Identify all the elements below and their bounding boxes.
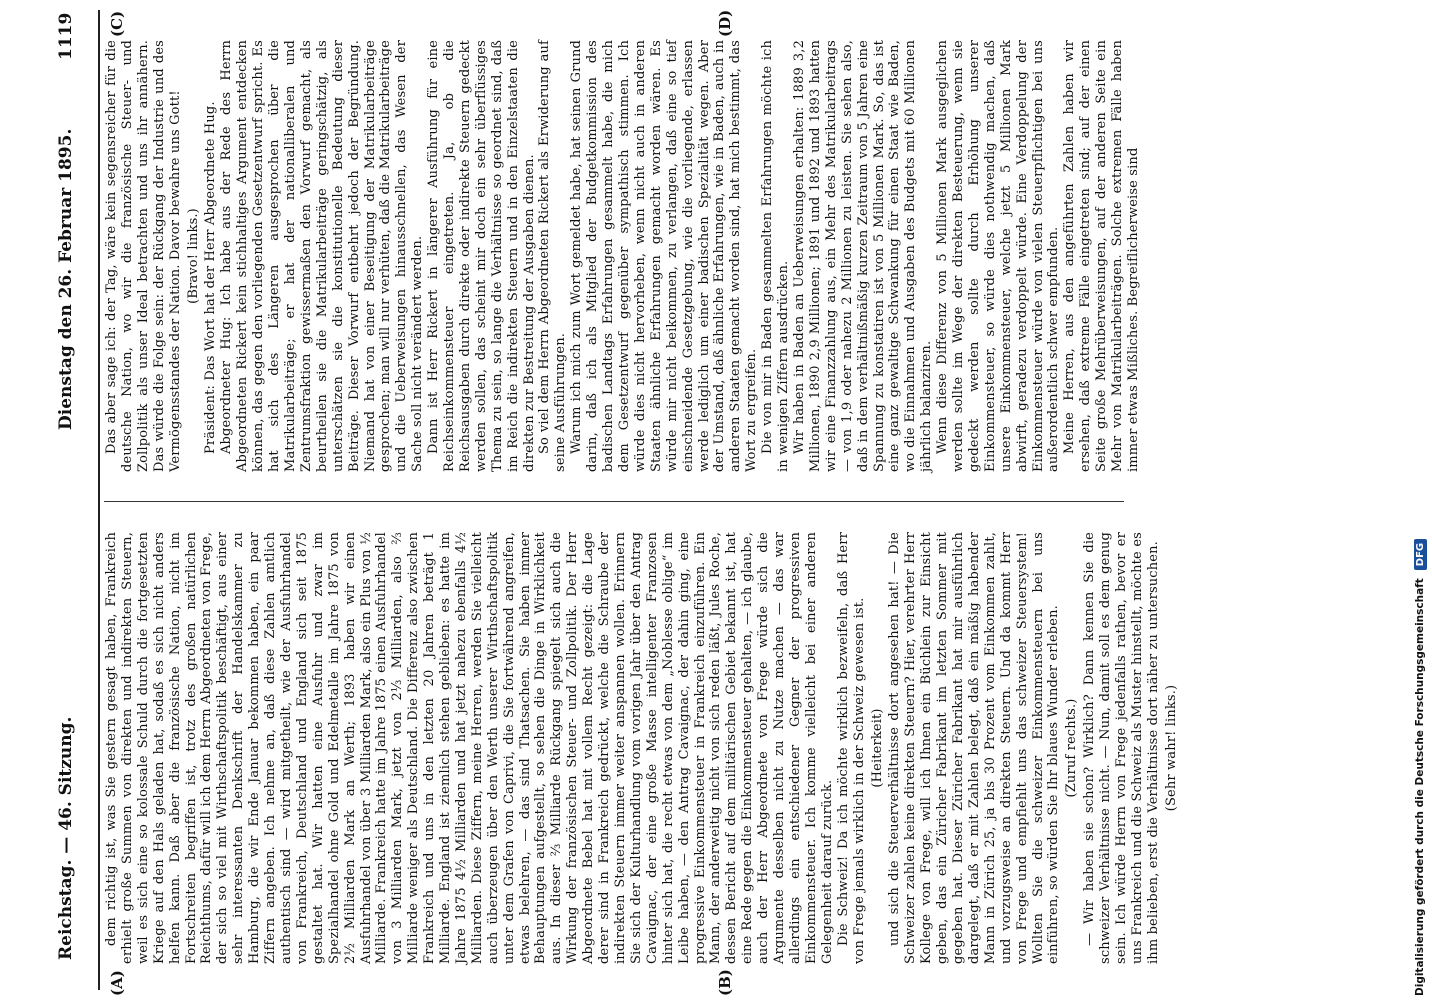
left-text-column <box>104 532 1179 964</box>
header-rule <box>98 10 100 990</box>
page-header <box>56 10 86 990</box>
paragraph: und sich die Steuerverhältnisse dort angesehen hat! — Die Schweizer zahlen keine direkten Steuern? Hier, verehrter Herr Kollege von Frege, will ich Ihnen ein Büchlein zur Einsicht geben, das ein Züricher Fabrikant im letzten Sommer mit gegeben hat. Dieser Züricher Fabrikant hat mir ausführlich dargelegt, daß er mit Zahlen belegt, daß ein mäßig habender Mann in Zürich 25, ja bis 30 Prozent vom Einkommen zahlt, und vorzugsweise an direkten Steuern. Und da kommt Herr von Frege und empfiehlt uns das schweizer Steuersystem! Wollten Sie die schweizer Einkommensteuern bei uns einführen, so würden Sie Ihr blaues Wunder erleben. <box>887 532 1062 964</box>
column-divider <box>104 501 1124 502</box>
paragraph: Die Schweiz! Da ich möchte wirklich bezweifeln, daß Herr von Frege jemals wirklich in der Schweiz gewesen ist. <box>835 532 867 964</box>
paragraph: Dann ist Herr Rickert in längerer Ausführung für eine Reichseinkommensteuer eingetreten. Ja, ob die Reichsausgaben durch direkte oder indirekte Steuern gedeckt werden sollen, das scheint mir doch ein sehr überflüssiges Thema zu sein, so lange die Verhältnisse so geordnet sind, daß im Reich die indirekten Steuern und in den Einzelstaaten die direkten zur Bestreitung der Ausgaben dienen. <box>426 40 537 472</box>
paragraph: dem richtig ist, was Sie gestern gesagt haben, Frankreich erhielt große Summen von direkten und indirekten Steuern, weil es sich eine so kolossale Schuld durch die fortgesetzten Kriege auf den Hals geladen hat, sodaß es sich nicht anders helfen kann. Daß aber die französische Nation, nicht im Fortschreiten begriffen ist, trotz des großen natürlichen Reichthums, dafür will ich dem Herrn Abgeordneten von Frege, der sich so viel mit Wirthschaftspolitik beschäftigt, aus einer sehr interessanten Denkschrift der Handelskammer zu Hamburg, die wir Ende Januar bekommen haben, ein paar Ziffern angeben. Ich nehme an, daß diese Zahlen amtlich authentisch sind — wird mitgetheilt, wie der Ausfuhrhandel von Frankreich, Deutschland und England sich seit 1875 gestaltet hat. Wir hatten eine Ausfuhr und zwar im Spezialhandel ohne Gold und Edelmetalle im Jahre 1875 von 2½ Milliarden Mark an Werth; 1893 haben wir einen Ausfuhrhandel von über 3 Milliarden Mark, also ein Plus von ½ Milliarde. Frankreich hatte im Jahre 1875 einen Ausfuhrhandel von 3 Milliarden Mark, jetzt von 2⅓ Milliarden, also ⅔ Milliarde weniger als Deutschland. Die Differenz also zwischen Frankreich und uns in den letzten 20 Jahren beträgt 1 Milliarde. England ist ziemlich stehen geblieben: es hatte im Jahre 1875 4½ Milliarden und hat jetzt nahezu ebenfalls 4½ Milliarden. Diese Ziffern, meine Herren, werden Sie vielleicht auch überzeugen über den Werth unserer Wirthschaftspolitik unter dem Grafen von Caprivi, die Sie fortwährend angreifen, etwas belehren, — das sind Thatsachen. Sie haben immer Behauptungen aufgestellt, so sehen die Dinge in Wirklichkeit aus. In dieser ⅔ Milliarde Rückgang spiegelt sich auch die Wirkung der französischen Steuer- und Zollpolitik. Der Herr Abgeordnete Bebel hat mit vollem Recht gezeigt: die Lage derer sind in Frankreich gedrückt, welche die Schraube der indirekten Steuern immer weiter anspannen wollen. Erinnern Sie sich der Kulturhandlung vom vorigen Jahr über den Antrag Cavaignac, der eine große Masse intelligenter Franzosen hinter sich hat, die recht etwas von dem „Noblesse oblige“ im Leibe haben, — den Antrag Cavaignac, der dahin ging, eine progressive Einkommensteuer in Frankreich einzuführen. Ein Mann, der anderweitig nicht von sich reden läßt, Jules Roche, dessen Bericht auf dem militärischen Gebiet bekannt ist, hat eine Rede gegen die Einkommensteuer gehalten, — ich glaube, auch der Herr Abgeordnete von Frege würde sich die Argumente desselben nicht zu Nutze machen — das war allerdings ein entschiedener Gegner der progressiven Einkommensteuer. Ich komme vielleicht bei einer anderen Gelegenheit darauf zurück. <box>104 532 835 964</box>
margin-mark-d: (D) <box>716 9 734 37</box>
dfg-logo: DFG <box>1414 539 1427 570</box>
interjection: (Bravo! links.) <box>185 208 201 304</box>
page-number: 1119 <box>56 12 76 60</box>
paragraph: Wenn diese Differenz von 5 Millionen Mark ausgeglichen werden sollte im Wege der direkten Besteuerung, wenn sie gedeckt werden sollte durch Erhöhung unserer Einkommensteuer, so würde dies nothwendig machen, daß unsere Einkommensteuer, welche jetzt 5 Millionen Mark abwirft, geradezu verdoppelt würde. Eine Verdoppelung der Einkommensteuer würde von vielen Steuerpflichtigen bei uns außerordentlich schwer empfunden. <box>935 40 1062 472</box>
header-session: Reichstag. — 46. Sitzung. <box>56 716 76 960</box>
dfg-credit-text: Digitalisierung gefördert durch die Deutsche Forschungsgemeinschaft <box>1414 578 1426 996</box>
speaker-paragraph: Präsident: Das Wort hat der Herr Abgeordnete Hug. <box>203 101 219 454</box>
margin-mark-b: (B) <box>716 969 734 996</box>
paragraph: Wir haben in Baden an Ueberweisungen erhalten: 1889 3,2 Millionen, 1890 2,9 Millionen; 1891 und 1892 und 1893 hatten wir eine Finanzzahlung aus, ein Mehr des Matrikularbeitrags — von 1,9 oder nahezu 2 Millionen zu leisten. Sie sehen also, daß in dem verhältnißmäßig kurzen Zeitraum von 5 Jahren eine Spannung zu konstatiren ist von 5 Millionen Mark. So, das ist eine ganz gewaltige Schwankung für einen Staat wie Baden, wo die Einnahmen und Ausgaben des Budgets mit 60 Millionen jährlich balanziren. <box>791 40 935 472</box>
right-text-column <box>104 40 1141 472</box>
paragraph: Das aber sage ich: der Tag, wäre kein segensreicher für die deutsche Nation, wo wir die französische Steuer- und Zollpolitik als unser Ideal betrachten und uns ihr annähern. Das würde die Folge sein: der Rückgang der Industrie und des Vermögensstandes der Nation. Davor bewahre uns Gott! <box>104 40 183 472</box>
header-date: Dienstag den 26. Februar 1895. <box>56 128 76 430</box>
interjection: (Heiterkeit) <box>869 708 885 788</box>
paragraph: — Wir haben sie schon? Wirklich? Dann kennen Sie die schweizer Verhältnisse nicht. — Nun, damit soll es dem genug sein. Ich würde Herrn von Frege jedenfalls rathen, bevor er uns Frankreich und die Schweiz als Muster hinstellt, möchte es ihm belieben, erst die Verhältnisse dort näher zu untersuchen. <box>1082 532 1161 964</box>
paragraph: Abgeordneter Hug: Ich habe aus der Rede des Herrn Abgeordneten Rickert kein stichhaltiges Argument entdecken können, das gegen den vorliegenden Gesetzentwurf spricht. Es hat sich des Längeren ausgesprochen über die Matrikularbeiträge; er hat der nationalliberalen und Zentrumsfraktion gewissermaßen den Vorwurf gemacht, als beurtheilen sie die Matrikularbeiträge geringschätzig, als unterschätzen sie die konstitutionelle Bedeutung dieser Beiträge. Dieser Vorwurf entbehrt jedoch der Begründung. Niemand hat von einer Beseitigung der Matrikularbeiträge gesprochen; man will nur verhüten, daß die Matrikularbeiträge und die Ueberweisungen hinausschnellen, das Wesen der Sache soll nicht verändert werden. <box>219 40 426 472</box>
paragraph: So viel dem Herrn Abgeordneten Rickert als Erwiderung auf seine Ausführungen. <box>537 40 569 472</box>
paragraph: Warum ich mich zum Wort gemeldet habe, hat seinen Grund darin, daß ich als Mitglied der Budgetkommission des badischen Landtags Erfahrungen gesammelt habe, die mich dem Gesetzentwurf gegenüber sympathisch stimmen. Ich würde dies nicht hervorheben, wenn nicht auch in anderen Staaten ähnliche Erfahrungen gemacht worden wären. Es würde mir nicht beikommen, zu verlangen, daß eine so tief einschneidende Gesetzgebung, wie die vorliegende, erlassen werde lediglich um einer badischen Spezialität wegen. Aber der Umstand, daß ähnliche Erfahrungen, wie in Baden, auch in anderen Staaten gemacht worden sind, hat mich bestimmt, das Wort zu ergreifen. <box>569 40 760 472</box>
interjection: (Zuruf rechts.) <box>1064 698 1080 798</box>
paragraph: Meine Herren, aus den angeführten Zahlen haben wir ersehen, daß extreme Fälle eingetreten sind; auf der einen Seite große Mehrüberweisungen, auf der anderen Seite ein Mehr von Matrikularbeiträgen. Solche extremen Fälle haben immer etwas Mißliches. Begreiflicherweise sind <box>1062 40 1141 472</box>
paragraph: Die von mir in Baden gesammelten Erfahrungen möchte ich in wenigen Ziffern ausdrücken. <box>760 40 792 472</box>
dfg-credit-bar <box>1410 0 1430 1000</box>
margin-mark-c: (C) <box>108 10 126 37</box>
interjection: (Sehr wahr! links.) <box>1163 684 1179 812</box>
margin-mark-a: (A) <box>108 970 126 996</box>
